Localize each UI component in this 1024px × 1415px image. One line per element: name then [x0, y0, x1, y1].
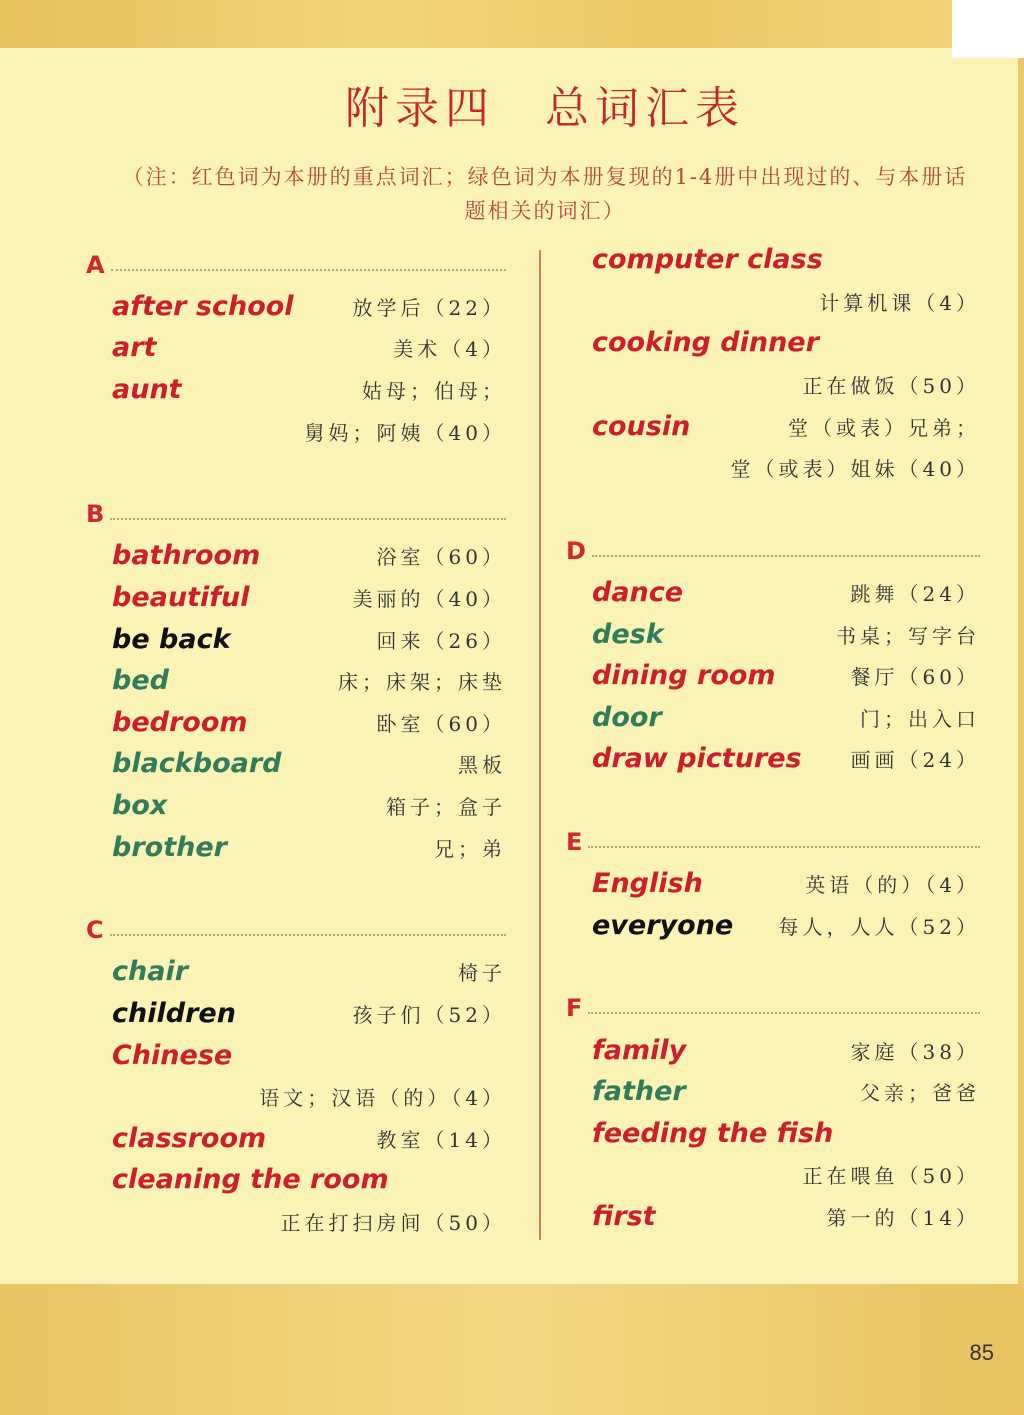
dotted-rule: [592, 555, 980, 557]
vocab-meaning: 正在做饭（50）: [802, 374, 980, 399]
vocab-entry: [86, 618, 506, 660]
dotted-rule: [110, 934, 506, 936]
vocab-word: dining room: [592, 660, 776, 692]
vocab-word: box: [112, 790, 168, 822]
vocab-entry: [86, 535, 506, 577]
vocab-entry: [86, 826, 506, 868]
vocab-meaning: 正在打扫房间（50）: [280, 1210, 506, 1235]
vocab-meaning: 父亲；爸爸: [860, 1081, 980, 1106]
section-letter: C: [86, 916, 104, 945]
vocab-entry: [566, 655, 980, 697]
vocab-meaning: 英语（的）（4）: [805, 873, 980, 898]
vocab-meaning-continued: [86, 410, 506, 452]
vocab-meaning: 第一的（14）: [826, 1205, 980, 1230]
section-header-e: [566, 821, 980, 863]
dotted-rule: [588, 1012, 980, 1014]
blank-line: [86, 868, 506, 910]
column-divider: [539, 250, 541, 1240]
dotted-rule: [588, 846, 980, 848]
vocab-word: family: [592, 1034, 687, 1066]
page-edge: [1018, 58, 1024, 1288]
vocab-meaning: 舅妈；阿姨（40）: [304, 420, 506, 445]
vocab-entry: [86, 1117, 506, 1159]
vocab-column-right: [566, 239, 980, 1237]
vocab-word: door: [592, 701, 662, 733]
dotted-rule: [111, 269, 506, 271]
vocab-word: computer class: [592, 244, 823, 276]
section-letter: F: [566, 994, 583, 1023]
vocab-meaning-continued: [566, 1154, 980, 1196]
top-band: [0, 0, 952, 48]
vocab-word: dance: [592, 577, 684, 609]
vocab-meaning: 床；床架；床垫: [338, 670, 506, 695]
vocab-entry: [566, 239, 980, 281]
vocab-word: bathroom: [112, 540, 261, 572]
vocab-meaning: 孩子们（52）: [352, 1002, 506, 1027]
vocab-meaning: 每人，人人（52）: [778, 914, 980, 939]
section-header-b: [86, 494, 506, 536]
vocab-meaning: 回来（26）: [376, 628, 506, 653]
vocab-entry: [86, 369, 506, 411]
vocab-entry: [566, 613, 980, 655]
vocab-entry: [86, 327, 506, 369]
vocab-entry: [86, 743, 506, 785]
page-title: 附录四 总词汇表: [345, 83, 745, 134]
vocab-meaning: 正在喂鱼（50）: [802, 1164, 980, 1189]
vocab-meaning: 堂（或表）姐妹（40）: [730, 457, 980, 482]
vocab-meaning-continued: [566, 281, 980, 323]
vocab-meaning-continued: [566, 447, 980, 489]
vocab-meaning-continued: [86, 1201, 506, 1243]
vocab-meaning: 放学后（22）: [352, 295, 506, 320]
blank-line: [566, 780, 980, 822]
vocab-entry: [566, 322, 980, 364]
vocab-word: everyone: [592, 909, 734, 941]
vocab-meaning: 箱子；盒子: [386, 795, 506, 820]
vocab-entry: [86, 660, 506, 702]
vocab-word: father: [592, 1076, 686, 1108]
vocab-entry: [86, 993, 506, 1035]
vocab-column-left: [86, 244, 506, 1242]
vocab-entry: [86, 951, 506, 993]
vocab-entry: [566, 738, 980, 780]
blank-line: [566, 946, 980, 988]
blank-line: [566, 489, 980, 531]
vocab-meaning: 椅子: [458, 961, 506, 986]
section-letter: E: [566, 828, 583, 857]
vocab-entry: [566, 1071, 980, 1113]
vocab-word: English: [592, 868, 703, 900]
blank-line: [86, 452, 506, 494]
vocab-entry: [566, 572, 980, 614]
vocab-meaning: 美丽的（40）: [352, 587, 506, 612]
vocab-meaning-continued: [566, 364, 980, 406]
vocab-word: chair: [112, 956, 189, 988]
section-letter: A: [86, 250, 105, 279]
vocab-word: draw pictures: [592, 743, 802, 775]
vocab-word: blackboard: [112, 748, 282, 780]
vocab-word: cooking dinner: [592, 327, 819, 359]
vocab-entry: [86, 785, 506, 827]
vocab-word: after school: [112, 290, 294, 322]
vocab-meaning: 计算机课（4）: [819, 290, 980, 315]
vocab-word: bedroom: [112, 706, 248, 738]
bottom-band: [0, 1284, 1024, 1415]
vocab-word: children: [112, 997, 236, 1029]
vocab-meaning: 餐厅（60）: [850, 665, 980, 690]
vocab-word: bed: [112, 665, 169, 697]
vocab-word: brother: [112, 831, 227, 863]
vocab-word: classroom: [112, 1122, 267, 1154]
vocab-entry: [566, 697, 980, 739]
vocab-meaning: 美术（4）: [393, 337, 506, 362]
vocab-entry: [86, 577, 506, 619]
vocab-word: cleaning the room: [112, 1164, 389, 1196]
vocab-entry: [86, 1034, 506, 1076]
color-legend-note: （注：红色词为本册的重点词汇；绿色词为本册复现的1-4册中出现过的、与本册话题相关的词汇）: [122, 165, 968, 223]
section-letter: B: [86, 500, 105, 529]
vocab-meaning: 浴室（60）: [376, 545, 506, 570]
vocab-word: beautiful: [112, 582, 250, 614]
vocab-entry: [86, 1159, 506, 1201]
section-letter: D: [566, 536, 586, 565]
page-number: 85: [969, 1340, 994, 1365]
dotted-rule: [110, 518, 506, 520]
vocab-word: desk: [592, 618, 664, 650]
vocab-meaning: 书桌；写字台: [836, 623, 980, 648]
vocab-meaning: 堂（或表）兄弟；: [788, 415, 980, 440]
vocab-meaning: 姑母；伯母；: [362, 379, 506, 404]
vocab-meaning: 黑板: [458, 753, 506, 778]
vocab-entry: [566, 905, 980, 947]
vocab-meaning: 语文；汉语（的）（4）: [259, 1086, 506, 1111]
vocab-word: cousin: [592, 410, 691, 442]
vocab-meaning: 教室（14）: [376, 1127, 506, 1152]
section-header-d: [566, 530, 980, 572]
vocab-word: first: [592, 1200, 656, 1232]
vocab-word: feeding the fish: [592, 1117, 834, 1149]
section-header-c: [86, 910, 506, 952]
vocab-meaning: 家庭（38）: [850, 1039, 980, 1064]
vocab-entry: [566, 1029, 980, 1071]
vocab-meaning-continued: [86, 1076, 506, 1118]
vocab-word: art: [112, 332, 157, 364]
vocab-meaning: 兄；弟: [434, 836, 506, 861]
vocab-entry: [566, 1112, 980, 1154]
vocab-word: Chinese: [112, 1039, 233, 1071]
vocab-meaning: 跳舞（24）: [850, 582, 980, 607]
section-header-f: [566, 988, 980, 1030]
vocab-meaning: 门；出入口: [860, 706, 980, 731]
vocab-meaning: 卧室（60）: [376, 711, 506, 736]
vocab-entry: [566, 405, 980, 447]
section-header-a: [86, 244, 506, 286]
vocab-entry: [86, 286, 506, 328]
vocab-meaning: 画画（24）: [850, 748, 980, 773]
vocab-word: aunt: [112, 374, 182, 406]
vocab-word: be back: [112, 623, 231, 655]
vocab-entry: [566, 1196, 980, 1238]
vocab-entry: [86, 702, 506, 744]
page-corner: [952, 0, 1024, 58]
vocab-entry: [566, 863, 980, 905]
